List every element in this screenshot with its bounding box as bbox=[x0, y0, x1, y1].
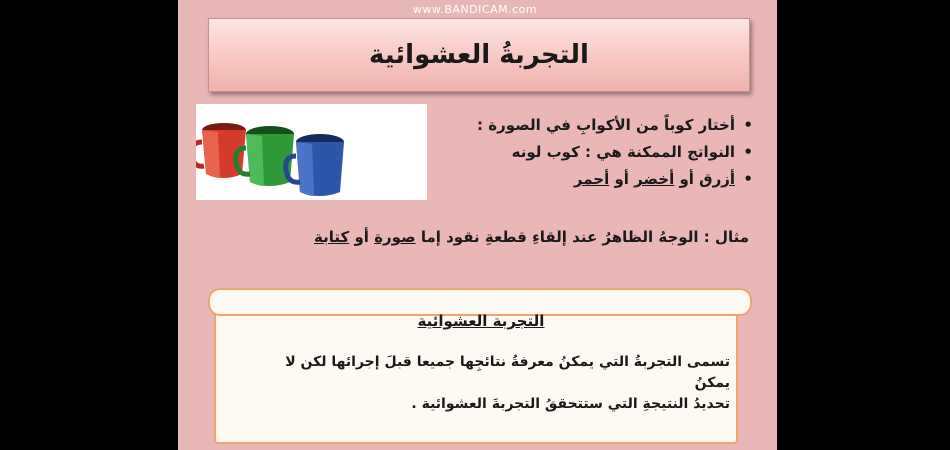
example-option-tails: كتابة bbox=[314, 228, 350, 246]
example-option-heads: صورة bbox=[374, 228, 416, 246]
definition-heading bbox=[206, 312, 756, 330]
example-line bbox=[314, 228, 749, 246]
example-text: الوجهُ الظاهرُ عند إلقاءِ قطعةِ نقود إما bbox=[420, 228, 699, 246]
definition-line: تحديدُ النتيجةِ التي ستتحققُ التجربةَ العشوائية . bbox=[411, 396, 730, 412]
bullet-list bbox=[423, 112, 753, 193]
color-green: أخضر bbox=[634, 170, 675, 188]
mugs-image bbox=[196, 104, 427, 200]
conjunction: أو bbox=[679, 170, 694, 188]
slide bbox=[178, 0, 777, 450]
blue-mug bbox=[286, 134, 344, 196]
bullet-item: • أختار كوباً من الأكوابِ في الصورة : bbox=[423, 112, 753, 139]
bullet-item: • النواتج الممكنة هي : كوب لونه bbox=[423, 139, 753, 166]
definition-text bbox=[250, 352, 730, 415]
mugs-illustration bbox=[196, 104, 427, 200]
color-blue: أزرق bbox=[699, 170, 735, 188]
bullet-item-colors bbox=[423, 166, 753, 193]
definition-line: تسمى التجربةُ التي يمكنُ معرفةُ نتائجِها جميعا قبلَ إجرائها لكن لا يمكنُ bbox=[285, 354, 730, 391]
conjunction: أو bbox=[614, 170, 629, 188]
example-label: مثال : bbox=[703, 228, 749, 246]
slide-title: التجربةُ العشوائية bbox=[369, 40, 589, 70]
definition-scroll bbox=[206, 282, 756, 450]
title-box bbox=[208, 18, 750, 92]
color-red: أحمر bbox=[573, 170, 610, 188]
example-conjunction: أو bbox=[354, 228, 369, 246]
watermark: www.BANDICAM.com bbox=[412, 3, 538, 16]
definition-heading-text: التجربة العشوائية bbox=[417, 312, 545, 330]
